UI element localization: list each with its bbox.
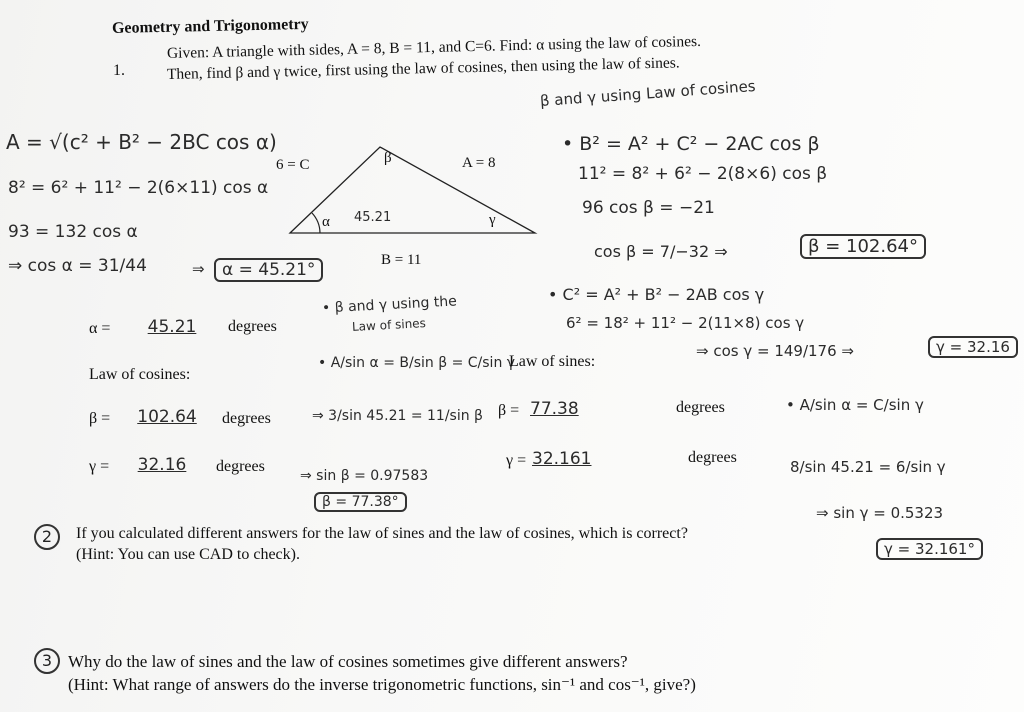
triangle-beta-label: β (384, 150, 392, 166)
question-3-hint: (Hint: What range of answers do the inverse trigonometric functions, sin⁻¹ and cos⁻¹, give?) (68, 675, 696, 694)
right-b-line-3: 96 cos β = −21 (582, 198, 715, 218)
beta-sines-boxed-result: β = 77.38° (314, 492, 407, 512)
right-c-line-3: ⇒ cos γ = 149/176 ⇒ (696, 342, 854, 360)
gamma-sin-label: γ = (506, 452, 527, 469)
work-arrow: ⇒ (192, 260, 205, 278)
triangle-alpha-label: α (322, 214, 330, 230)
question-3-text: Why do the law of sines and the law of cosines sometimes give different answers? (68, 652, 628, 671)
right-c-line-2: 6² = 18² + 11² − 2(11×8) cos γ (566, 314, 805, 332)
middle-step-1: ⇒ 3/sin 45.21 = 11/sin β (312, 408, 483, 424)
law-of-sines-heading: Law of sines: (509, 353, 596, 370)
beta-sin-label: β = (498, 402, 520, 419)
law-of-cosines-heading: Law of cosines: (89, 366, 191, 383)
beta-sin-value: 77.38 (530, 399, 579, 419)
gamma-cos-label: γ = (89, 458, 110, 475)
alpha-answer-label: α = (89, 320, 111, 337)
question-2-number: 2 (34, 524, 60, 550)
triangle-side-c-label: 6 = C (276, 157, 310, 173)
beta-cos-label: β = (89, 410, 111, 427)
right-b-line-1: • B² = A² + C² − 2AC cos β (562, 133, 820, 155)
alpha-answer-value: 45.21 (147, 317, 197, 337)
alpha-boxed-result: α = 45.21° (214, 258, 323, 282)
right-s-line-3: ⇒ sin γ = 0.5323 (816, 504, 944, 522)
beta-cos-value: 102.64 (137, 407, 197, 427)
alpha-answer-unit: degrees (228, 318, 277, 335)
middle-step-2: ⇒ sin β = 0.97583 (300, 468, 429, 484)
gamma-cos-boxed-result: γ = 32.16 (928, 336, 1018, 358)
work-line-1: A = √(c² + B² − 2BC cos α) (6, 130, 277, 154)
triangle-side-b-label: B = 11 (381, 252, 422, 268)
triangle-gamma-label: γ (489, 212, 496, 228)
work-line-4: ⇒ cos α = 31/44 (8, 256, 147, 276)
work-line-3: 93 = 132 cos α (8, 222, 138, 242)
right-s-line-2: 8/sin 45.21 = 6/sin γ (790, 458, 946, 476)
beta-cos-unit: degrees (222, 410, 271, 427)
question-2-text: If you calculated different answers for the law of sines and the law of cosines, which is correct? (76, 525, 688, 542)
right-b-line-4: cos β = 7/−32 ⇒ (594, 242, 728, 261)
gamma-sin-unit: degrees (688, 449, 737, 466)
gamma-sin-value: 32.161 (532, 449, 592, 469)
beta-cos-boxed-result: β = 102.64° (800, 234, 926, 259)
middle-ratio: • A/sin α = B/sin β = C/sin γ (318, 355, 516, 371)
worksheet-title: Geometry and Trigonometry (111, 15, 309, 37)
gamma-cos-value: 32.16 (137, 455, 187, 475)
gamma-cos-unit: degrees (216, 458, 265, 475)
question-2-hint: (Hint: You can use CAD to check). (76, 546, 300, 563)
given-line-1: Given: A triangle with sides, A = 8, B = 11, and C=6. Find: α using the law of cosines. (166, 32, 702, 62)
right-s-line-1: • A/sin α = C/sin γ (786, 396, 924, 414)
middle-note-1: • β and γ using the (321, 293, 458, 317)
triangle-side-a-label: A = 8 (462, 155, 496, 171)
work-line-2: 8² = 6² + 11² − 2(6×11) cos α (8, 178, 269, 198)
right-b-line-2: 11² = 8² + 6² − 2(8×6) cos β (578, 164, 828, 184)
triangle-alpha-value: 45.21 (354, 210, 392, 225)
right-c-line-1: • C² = A² + B² − 2AB cos γ (548, 285, 765, 304)
problem-number: 1. (113, 62, 125, 79)
beta-sin-unit: degrees (676, 399, 725, 416)
middle-note-2: Law of sines (351, 316, 427, 334)
gamma-sin-boxed-result: γ = 32.161° (876, 538, 983, 560)
question-3-number: 3 (34, 648, 60, 674)
right-heading: β and γ using Law of cosines (539, 76, 757, 110)
given-line-2: Then, find β and γ twice, first using the law of cosines, then using the law of sines. (166, 54, 680, 83)
